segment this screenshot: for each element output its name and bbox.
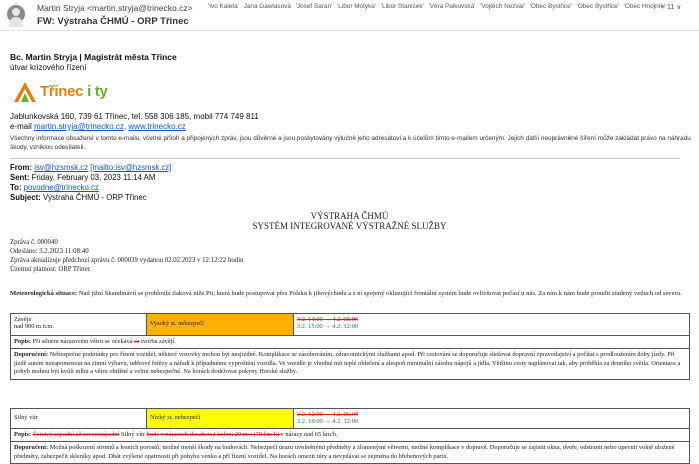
recipients-list[interactable] bbox=[208, 3, 665, 10]
table-row: Doporučení: Možná poškození stromů a lesních porostů, možné menší škody na budovách. Nebezpečí úrazu uvolněnými předměty a zlomenými větvemi, možné komplikace v dopravě. Doporučuje se zajistit okna, dveře, odstranit nebo upevnit volně uložené předměty, zabezpečit skleníky apod. Dbát zvýšené opatrnosti při pohybu venku a při řízení vozidel. Na horách omezit túry a nevydávat se zejména do hřebenových partií. bbox=[14, 444, 675, 460]
recipient[interactable]: 'Obec Hnojník' bbox=[623, 3, 665, 10]
trinec-logo bbox=[12, 80, 108, 108]
table-row: Popis: Čerstvý západní až severozápadní Silný vítr bude v nárazech dosahovat kolem 20 m/s (70 km/h) v nárazy nad 65 km/h. bbox=[11, 429, 689, 442]
sender-avatar-icon[interactable] bbox=[7, 5, 25, 23]
recipient[interactable]: 'Libor Motyka' bbox=[337, 3, 377, 10]
danger-level-cell: Vysoký st. nebezpečí bbox=[147, 314, 294, 335]
signature-email-link[interactable]: martin.stryja@trinecko.cz bbox=[34, 122, 124, 131]
phenomenon-cell: Závěje nad 900 m n.m. bbox=[11, 314, 147, 335]
recipient[interactable]: 'Libor Staniček' bbox=[380, 3, 424, 10]
table-row: Popis: Při silném nárazovém větru se očekává se tvorba závějí. bbox=[11, 336, 689, 349]
table-row: Doporučení: Nebezpečné podmínky pro řízení vozidel, některé vozovky mohou být nesjízdné. Komplikace se zásobováním, zdravotnickými službami apod. Při cestování se doporučuje sledovat dopravní zpravodajství a počítat s prodloužením doby jízdy. Při jízdě autem nezapomenout na zimní výbavu, uděrové řetězy a nářadí k případnému vyprošténí vozidla. Ve vozidle je vhodné mít teplé oblečení a alespoň minimální zásobu nápojů a jídla. Většinu cesty naplánovat tak, aby proběhla za denního světla. Orientace a pohyb mohou být kvůli mlhu a větru obtížné a velmi nebezpečné. Na horách dodržovat pokyny Horské služby. bbox=[14, 351, 681, 376]
report-validity: Územní platnost: ORP Třinec bbox=[10, 266, 91, 273]
warning-table-wind bbox=[10, 408, 690, 464]
signature-contacts: e-mail martin.stryja@trinecko.cz, www.trinecko.cz bbox=[10, 122, 186, 131]
warning-table-snowdrifts bbox=[10, 313, 690, 380]
email-header bbox=[0, 0, 699, 30]
trinec-logo-icon bbox=[12, 80, 38, 106]
validity-cell: 3.2. 12:00 → 4.2. 06:00 3.2. 18:00 → 4.2. 12:00 bbox=[297, 411, 359, 425]
forward-to: To: povodne@trinecko.cz bbox=[10, 183, 99, 192]
email-subject: FW: Výstraha ČHMÚ - ORP Třinec bbox=[37, 16, 189, 27]
recipient[interactable]: 'Vojtěch Nezval' bbox=[480, 3, 525, 10]
sender[interactable]: Martin Stryja <martin.stryja@trinecko.cz> bbox=[37, 3, 193, 13]
warning-subtitle: SYSTÉM INTEGROVANÉ VÝSTRAŽNÉ SLUŽBY bbox=[252, 221, 447, 231]
forward-subject: Subject: Výstraha ČHMÚ - ORP Třinec bbox=[10, 193, 147, 202]
forward-from-link[interactable]: isv@hzsmsk.cz bbox=[34, 163, 89, 172]
signature-name: Bc. Martin Stryja | Magistrát města Třince bbox=[10, 52, 177, 62]
recipient[interactable]: Jana Gawlasová bbox=[243, 3, 291, 10]
report-number: Zpráva č. 000040 bbox=[10, 239, 58, 246]
warning-title: VÝSTRAHA ČHMÚ bbox=[310, 211, 389, 221]
signature-web-link[interactable]: www.trinecko.cz bbox=[128, 122, 186, 131]
forward-separator bbox=[10, 158, 680, 159]
forward-mailto-link[interactable]: [mailto:isv@hzsmsk.cz] bbox=[90, 163, 172, 172]
more-recipients-button[interactable]: + 11 ∨ bbox=[661, 4, 682, 11]
meteorological-situation: Meteorologická situace: Nad jižní Skandinávií se prohloubí tlaková níže Pit, která bude postupovat přes Polsko k jihovýchodu a s ní spojený okluzující frontální systém bude ovlivňovat počasí u nás. Za ním k nám bude proudit studený vzduch od severu. bbox=[10, 290, 682, 297]
forward-to-link[interactable]: povodne@trinecko.cz bbox=[23, 183, 99, 192]
logo-wordmark: Třinec i ty bbox=[40, 83, 108, 100]
report-update: Zpráva aktualizuje předchozí zprávu č. 000039 vydanou 02.02.2023 v 12:12:22 hodin bbox=[10, 257, 244, 264]
header-divider bbox=[0, 30, 699, 31]
phenomenon-cell: Silný vítr bbox=[11, 409, 147, 428]
recipient[interactable]: 'Věra Palkovská' bbox=[428, 3, 476, 10]
signature-role: útvar krizového řízení bbox=[10, 63, 87, 72]
disclaimer: Všechny informace obsažené v tomto e-mailu, včetně příloh a připojených zpráv, jsou důvěrné a jsou poskytovány výlučně jeho adresátovi a k účelům tímto e-mailem určeným. Jejich další neoprávněné šíření může zakládat právo na náhradu škody, vzniklou odesílateli. bbox=[10, 135, 691, 151]
recipient[interactable]: 'Obec Bystřice' bbox=[529, 3, 572, 10]
recipient[interactable]: 'Josef Saran' bbox=[295, 3, 333, 10]
signature-address: Jablunkovská 160, 739 61 Třinec, tel. 558 306 185, mobil 774 749 811 bbox=[10, 112, 259, 121]
table-row bbox=[11, 314, 689, 336]
report-sent: Odesláno: 3.2.2023 11:08:40 bbox=[10, 248, 89, 255]
danger-level-cell: Nízký st. nebezpečí bbox=[147, 409, 294, 428]
table-row bbox=[11, 409, 689, 429]
forward-sent: Sent: Friday, February 03, 2023 11:14 AM bbox=[10, 173, 156, 182]
validity-cell: 3.2. 14:00 → 4.2. 08:00 3.2. 15:00 → 4.2. 12:00 bbox=[297, 316, 359, 330]
recipient[interactable]: 'Obec Bystřice' bbox=[576, 3, 619, 10]
recipient[interactable]: 'Ivo Kaleta' bbox=[208, 3, 239, 10]
forward-from: From: isv@hzsmsk.cz [mailto:isv@hzsmsk.cz] bbox=[10, 163, 172, 172]
